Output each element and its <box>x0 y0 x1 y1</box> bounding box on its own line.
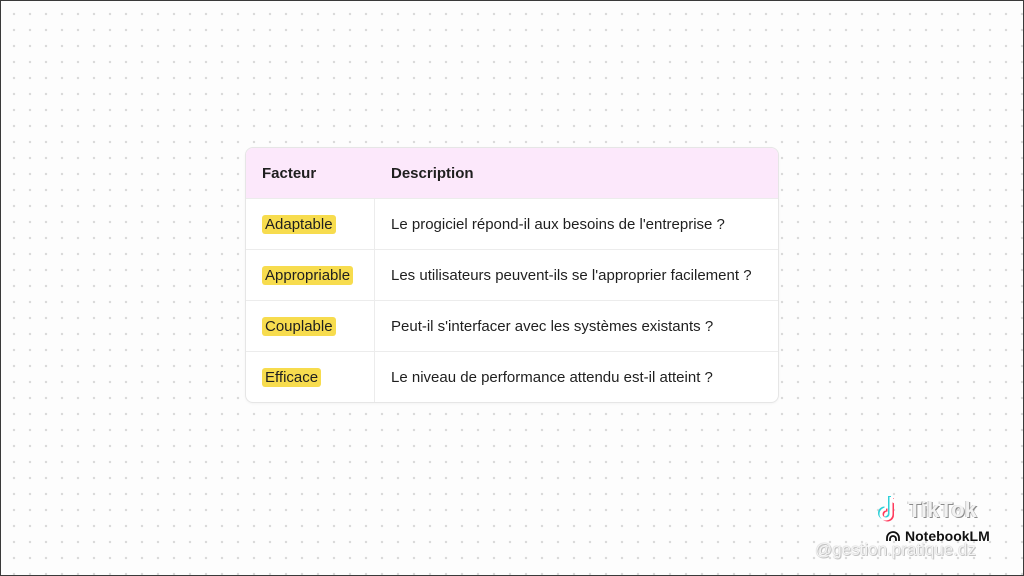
description-text: Le niveau de performance attendu est-il atteint ? <box>391 368 713 386</box>
tiktok-note-icon <box>876 494 904 526</box>
factor-label: Adaptable <box>262 215 336 234</box>
account-handle: @gestion.pratique.dz <box>815 540 976 559</box>
header-description: Description <box>391 164 474 182</box>
factors-table <box>245 147 779 403</box>
factor-label: Couplable <box>262 317 336 336</box>
header-factor: Facteur <box>262 164 317 182</box>
table-row <box>246 351 778 402</box>
table-row <box>246 300 778 351</box>
factor-label: Efficace <box>262 368 321 387</box>
description-text: Les utilisateurs peuvent-ils se l'approprier facilement ? <box>391 266 752 284</box>
table-header-row <box>246 148 778 198</box>
description-text: Le progiciel répond-il aux besoins de l'entreprise ? <box>391 215 725 233</box>
notebooklm-wordmark: NotebookLM <box>905 528 990 544</box>
factor-label: Appropriable <box>262 266 353 285</box>
table-row <box>246 249 778 300</box>
tiktok-watermark <box>876 494 977 526</box>
description-text: Peut-il s'interfacer avec les systèmes existants ? <box>391 317 714 335</box>
tiktok-wordmark: TikTok <box>908 497 977 522</box>
table-row <box>246 198 778 249</box>
